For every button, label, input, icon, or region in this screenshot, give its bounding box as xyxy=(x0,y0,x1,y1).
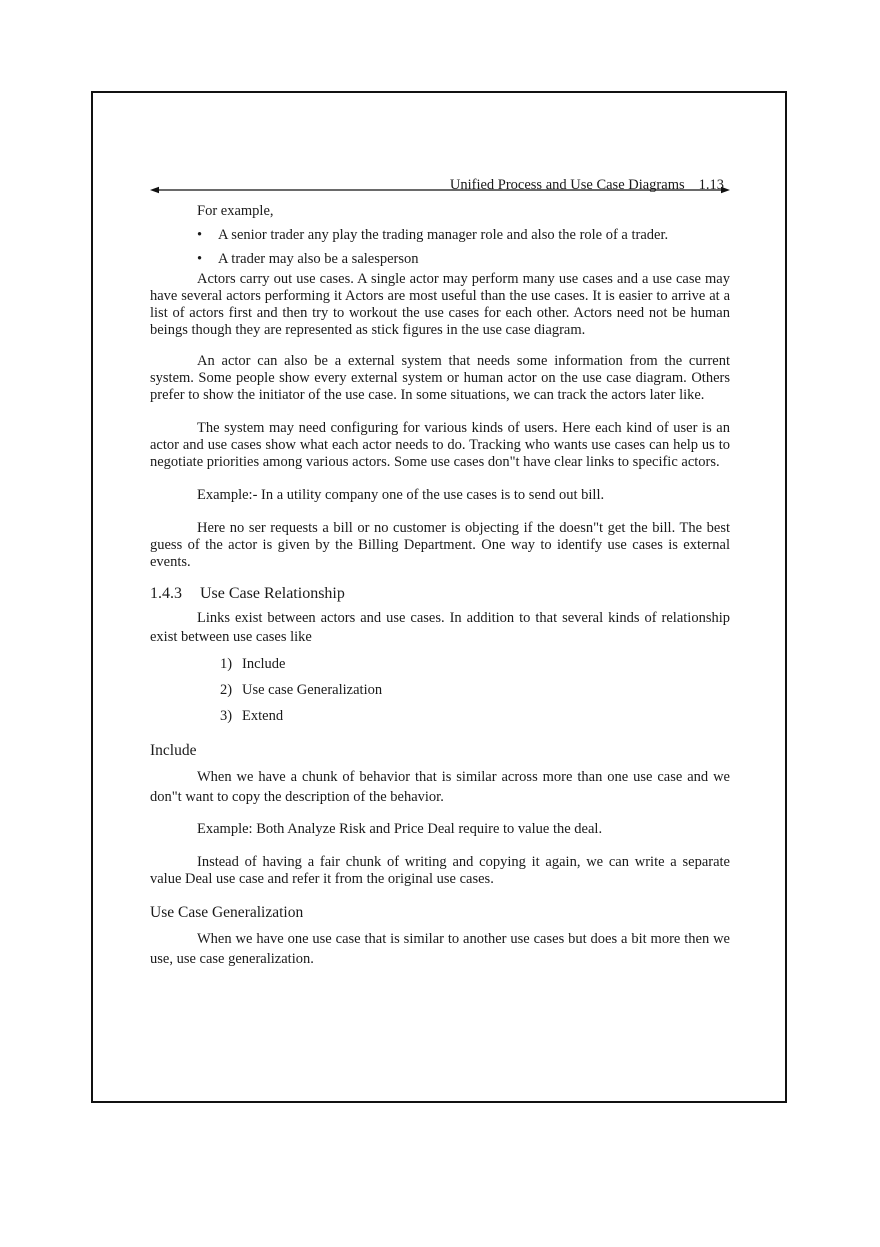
running-title: Unified Process and Use Case Diagrams xyxy=(449,177,685,193)
section-number: 1.4.3 xyxy=(150,585,182,602)
list-item xyxy=(150,682,730,699)
list-label: Use case Generalization xyxy=(242,682,383,698)
list-label: Extend xyxy=(242,708,284,724)
header-text xyxy=(450,177,724,193)
include-text: When we have a chunk of behavior that is similar across more than one use case and we don"t want to copy the description of the behavior. xyxy=(150,769,730,805)
running-header xyxy=(150,177,730,197)
bullet-icon: • xyxy=(197,251,203,267)
list-number: 3) xyxy=(220,708,233,724)
intro-text: For example, xyxy=(197,203,274,219)
paragraph-billing: Here no ser requests a bill or no customer is objecting if the doesn"t get the bill. The best guess of the actor is given by the Billing Department. One way to identify use cases is external events. xyxy=(150,520,730,570)
list-item xyxy=(150,656,730,673)
section-intro: Links exist between actors and use cases. In addition to that several kinds of relationship exist between use cases like xyxy=(150,610,730,645)
paragraph-configuring: The system may need configuring for various kinds of users. Here each kind of user is an actor and use cases show what each actor needs to do. Tracking who wants use cases can help us to negotiate priorities among various actors. Some use cases don"t have clear links to specific actors. xyxy=(150,420,730,470)
section-title: Use Case Relationship xyxy=(200,585,345,602)
section-heading xyxy=(150,585,730,603)
paragraph-external-system: An actor can also be a external system that needs some information from the current system. Some people show every external system or human actor on the use case diagram. Others prefer to show the initiator of the use case. In some situations, we can track the actors later like. xyxy=(150,353,730,403)
bullet-item xyxy=(150,227,730,244)
list-number: 2) xyxy=(220,682,233,698)
page-content xyxy=(150,203,730,969)
page-number: 1.13 xyxy=(698,177,724,193)
generalization-heading: Use Case Generalization xyxy=(150,904,304,921)
bullet-icon: • xyxy=(197,227,203,243)
include-heading: Include xyxy=(150,742,197,759)
paragraph-example: Example:- In a utility company one of the use cases is to send out bill. xyxy=(197,487,605,503)
bullet-item xyxy=(150,251,730,268)
paragraph-actors: Actors carry out use cases. A single actor may perform many use cases and a use case may have several actors performing it Actors are most useful than the use cases. It is easier to arrive at a list of actors first and then try to workout the use cases for each other. Actors need not be human beings though they are represented as stick figures in the use case diagram. xyxy=(150,271,730,338)
bullet-text: A trader may also be a salesperson xyxy=(218,251,419,267)
bullet-text: A senior trader any play the trading manager role and also the role of a trader. xyxy=(218,227,669,243)
include-instead: Instead of having a fair chunk of writing and copying it again, we can write a separate value Deal use case and refer it from the original use cases. xyxy=(150,854,730,887)
include-example: Example: Both Analyze Risk and Price Deal require to value the deal. xyxy=(197,821,603,837)
list-item xyxy=(150,708,730,725)
list-label: Include xyxy=(242,656,286,672)
generalization-text: When we have one use case that is similar to another use cases but does a bit more then we use, use case generalization. xyxy=(150,931,730,967)
list-number: 1) xyxy=(220,656,233,672)
